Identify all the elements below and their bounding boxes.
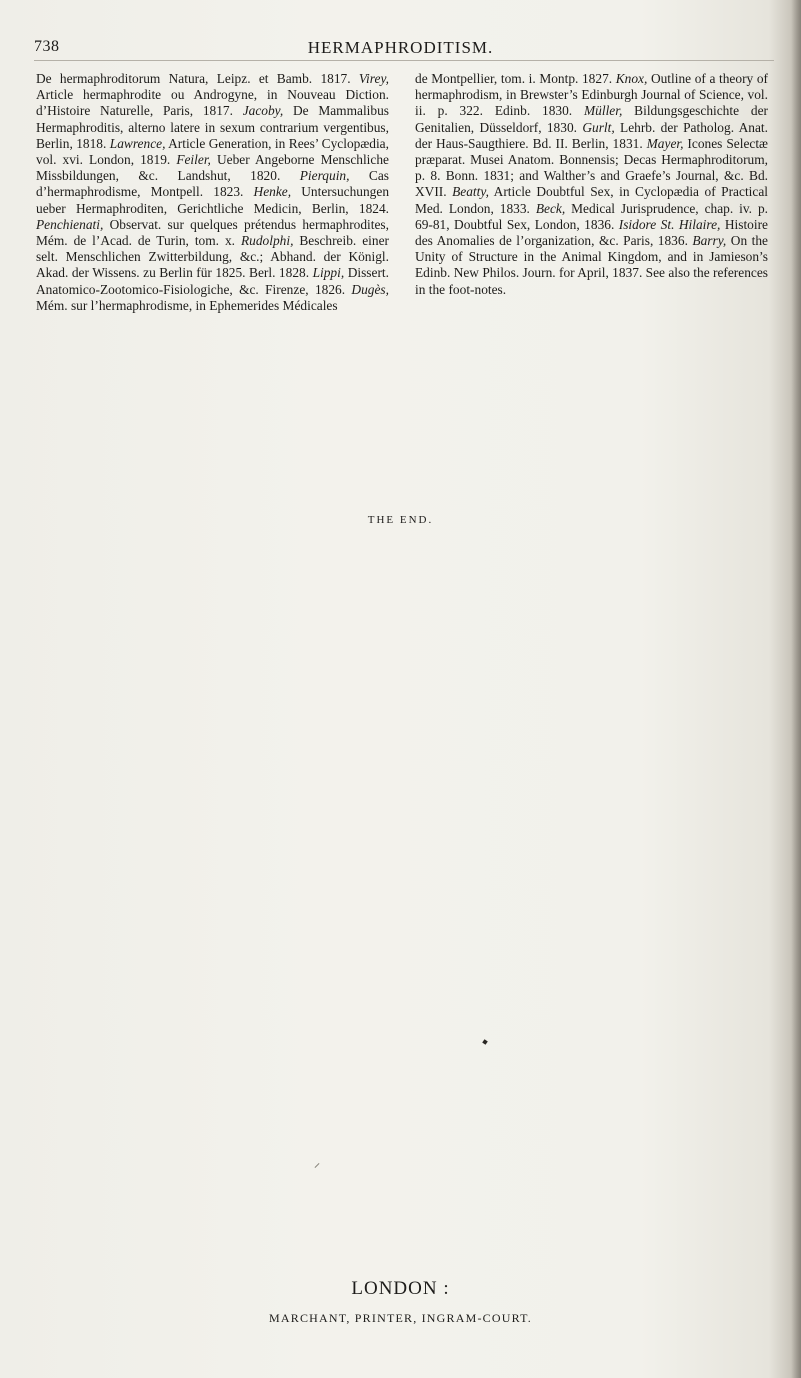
author-name: Pierquin, bbox=[299, 168, 350, 184]
citation-text: Article Generation, in Rees’ Cyclopædia, vol. xvi. London, 1819. bbox=[36, 135, 389, 168]
author-name: Feiler, bbox=[176, 152, 211, 168]
citation-text: Bildungsgeschichte der Genitalien, Düsseldorf, 1830. bbox=[415, 103, 768, 135]
author-name: Beatty, bbox=[452, 184, 489, 200]
author-name: Lippi, bbox=[312, 265, 345, 281]
citation-text: Article Doubtful Sex, in Cyclopædia of Practical Med. London, 1833. bbox=[415, 184, 768, 216]
citation-text: de Montpellier, tom. i. Montp. 1827. bbox=[415, 71, 616, 86]
citation-text: Beschreib. einer selt. Menschlichen Zwitterbildung, &c.; Abhand. der Königl. Akad. der Wissens. zu Berlin für 1825. Berl. 1828. bbox=[36, 233, 389, 281]
page-edge-shadow bbox=[791, 0, 801, 1378]
citation-text: Icones Selectæ præparat. Musei Anatom. Bonnensis; Decas Hermaphroditorum, p. 8. Bonn. 1831; and Walther’s and Graefe’s Journal, &c. Bd. XVII. bbox=[415, 135, 768, 200]
author-name: Beck, bbox=[535, 200, 566, 216]
header-rule bbox=[34, 60, 774, 61]
citation-text: Observat. sur quelques prétendus hermaphrodites, Mém. de l’Acad. de Turin, tom. x. bbox=[36, 216, 389, 249]
citation-text: Dissert. Anatomico-Zootomico-Fisiologiche, &c. Firenze, 1826. bbox=[36, 265, 389, 297]
ink-speck bbox=[482, 1039, 488, 1045]
author-name: Isidore St. Hilaire, bbox=[618, 216, 721, 232]
bibliography-right-column bbox=[415, 71, 768, 298]
citation-text: Article hermaphrodite ou Androgyne, in Nouveau Diction. d’Histoire Naturelle, Paris, 1817. bbox=[36, 87, 389, 119]
citation-text: On the Unity of Structure in the Animal Kingdom, and in Jamieson’s Edinb. New Philos. Journ. for April, 1837. See also the references in the foot-notes. bbox=[415, 233, 768, 297]
end-mark: THE END. bbox=[367, 514, 434, 526]
citation-text: Histoire des Anomalies de l’organization, &c. Paris, 1836. bbox=[415, 216, 768, 249]
bibliography-left-column bbox=[36, 71, 389, 314]
bibliography-left-text bbox=[36, 71, 389, 314]
running-title: HERMAPHRODITISM. bbox=[307, 38, 494, 57]
citation-text: Ueber Angeborne Menschliche Missbildungen, &c. Landshut, 1820. bbox=[36, 152, 389, 184]
author-name: Henke, bbox=[253, 184, 292, 200]
author-name: Barry, bbox=[692, 233, 727, 249]
ink-speck bbox=[315, 1163, 320, 1168]
bibliography-right-text bbox=[415, 71, 768, 298]
citation-text: Untersuchungen ueber Hermaphroditen, Gerichtliche Medicin, Berlin, 1824. bbox=[36, 184, 390, 216]
author-name: Lawrence, bbox=[109, 135, 166, 151]
author-name: Knox, bbox=[615, 71, 648, 86]
imprint-city: LONDON : bbox=[351, 1278, 450, 1299]
citation-text: Mém. sur l’hermaphrodisme, in Ephemerides Médicales bbox=[36, 297, 338, 313]
citation-text: De hermaphroditorum Natura, Leipz. et Bamb. 1817. bbox=[36, 71, 359, 86]
citation-text: Cas d’hermaphrodisme, Montpell. 1823. bbox=[36, 168, 389, 200]
page-number: 738 bbox=[34, 38, 60, 55]
author-name: Mayer, bbox=[646, 135, 684, 151]
author-name: Gurlt, bbox=[582, 119, 615, 135]
citation-text: Lehrb. der Patholog. Anat. der Haus-Saugthiere. Bd. II. Berlin, 1831. bbox=[415, 119, 768, 151]
author-name: Müller, bbox=[584, 103, 623, 119]
author-name: Virey, bbox=[358, 71, 389, 86]
author-name: Dugès, bbox=[351, 281, 389, 297]
author-name: Jacoby, bbox=[242, 103, 284, 119]
author-name: Penchienati, bbox=[36, 216, 104, 232]
citation-text: Outline of a theory of hermaphrodism, in Brewster’s Edinburgh Journal of Science, vol. ii. p. 322. Edinb. 1830. bbox=[415, 71, 768, 119]
citation-text: Medical Jurisprudence, chap. iv. p. 69-81, Doubtful Sex, London, 1836. bbox=[415, 200, 768, 232]
imprint-printer: MARCHANT, PRINTER, INGRAM-COURT. bbox=[269, 1311, 532, 1325]
citation-text: De Mammalibus Hermaphroditis, alterno latere in sexum contrarium vergentibus, Berlin, 1818. bbox=[36, 103, 390, 151]
author-name: Rudolphi, bbox=[240, 233, 294, 249]
